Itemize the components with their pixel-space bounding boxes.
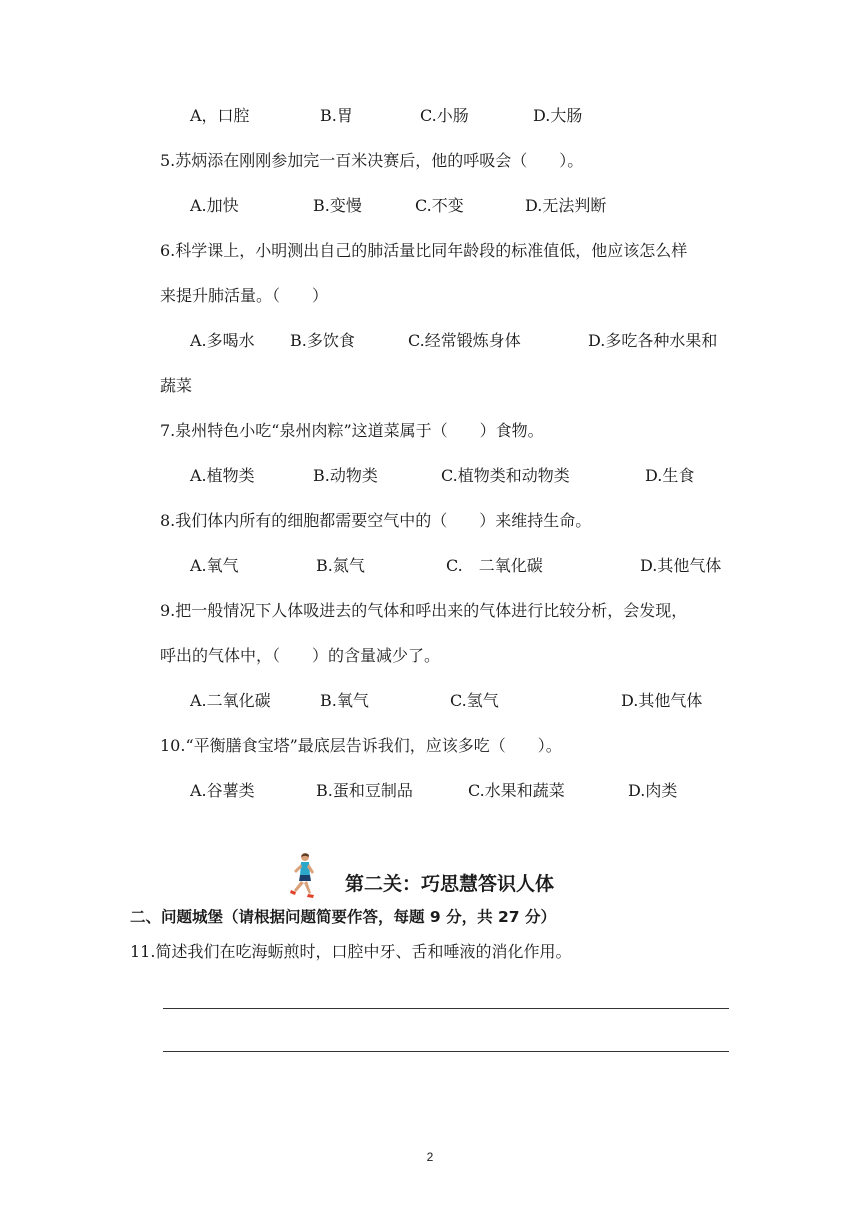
q5-option-d: D.无法判断 (525, 196, 607, 215)
q8-option-b: B.氮气 (316, 556, 365, 575)
q6-option-d-wrap: 蔬菜 (160, 376, 193, 395)
page-number: 2 (426, 1150, 434, 1164)
section-2-title: 第二关：巧思慧答识人体 (345, 873, 555, 895)
q7-option-a: A.植物类 (190, 466, 255, 485)
q8-option-d: D.其他气体 (640, 556, 722, 575)
q7-stem: 7.泉州特色小吃“泉州肉粽”这道菜属于（ ）食物。 (160, 421, 544, 440)
q6-option-d: D.多吃各种水果和 (588, 331, 718, 350)
q4-option-d: D.大肠 (533, 106, 583, 125)
q9-option-d: D.其他气体 (621, 691, 703, 710)
q9-option-c: C.氢气 (450, 691, 499, 710)
answer-line-2[interactable] (163, 1051, 729, 1052)
runner-icon (285, 852, 321, 902)
q6-stem-line1: 6.科学课上，小明测出自己的肺活量比同年龄段的标准值低，他应该怎么样 (160, 241, 688, 260)
q5-option-c: C.不变 (415, 196, 464, 215)
q7-option-d: D.生食 (645, 466, 695, 485)
q6-stem-line2: 来提升肺活量。（ ） (160, 286, 329, 305)
q9-option-b: B.氧气 (320, 691, 369, 710)
q4-option-c: C.小肠 (420, 106, 469, 125)
q4-option-a: A，口腔 (190, 106, 250, 125)
answer-line-1[interactable] (163, 1008, 729, 1009)
q9-stem-line1: 9.把一般情况下人体吸进去的气体和呼出来的气体进行比较分析，会发现， (160, 601, 688, 620)
q9-stem-line2: 呼出的气体中，（ ）的含量减少了。 (160, 646, 441, 665)
q10-option-c: C.水果和蔬菜 (468, 781, 565, 800)
q5-option-b: B.变慢 (313, 196, 362, 215)
q5-option-a: A.加快 (190, 196, 239, 215)
q6-option-c: C.经常锻炼身体 (408, 331, 521, 350)
q7-option-c: C.植物类和动物类 (441, 466, 570, 485)
q4-option-b: B.胃 (320, 106, 353, 125)
q6-option-a: A.多喝水 (190, 331, 255, 350)
q6-option-b: B.多饮食 (290, 331, 355, 350)
q10-stem: 10.“平衡膳食宝塔”最底层告诉我们，应该多吃（ ）。 (160, 736, 562, 755)
q8-option-c: C. 二氧化碳 (446, 556, 543, 575)
q10-option-d: D.肉类 (628, 781, 678, 800)
q10-option-b: B.蛋和豆制品 (316, 781, 413, 800)
q8-stem: 8.我们体内所有的细胞都需要空气中的（ ）来维持生命。 (160, 511, 592, 530)
q10-option-a: A.谷薯类 (190, 781, 255, 800)
q8-option-a: A.氧气 (190, 556, 239, 575)
q7-option-b: B.动物类 (313, 466, 378, 485)
q5-stem: 5.苏炳添在刚刚参加完一百米决赛后，他的呼吸会（ ）。 (160, 151, 584, 170)
q9-option-a: A.二氧化碳 (190, 691, 271, 710)
part-2-heading: 二、问题城堡（请根据问题简要作答，每题 9 分，共 27 分） (130, 908, 556, 926)
q11-stem: 11.简述我们在吃海蛎煎时，口腔中牙、舌和唾液的消化作用。 (130, 942, 572, 961)
